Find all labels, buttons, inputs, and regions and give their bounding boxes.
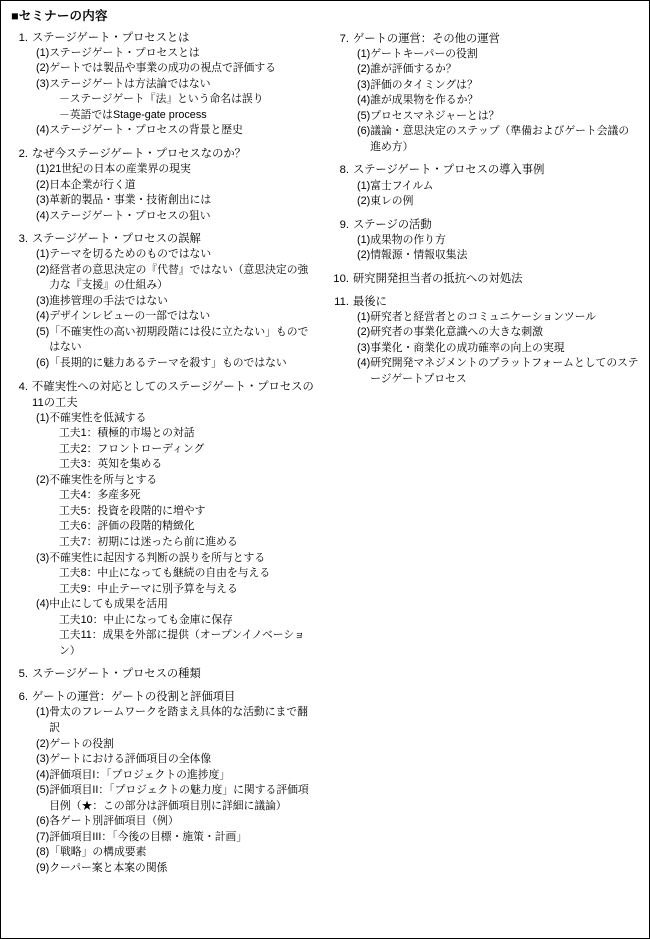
item-label: 革新的製品・事業・技術創出には	[49, 194, 212, 207]
item-label: 誰が評価するか？	[370, 63, 457, 76]
item-marker: (2)	[357, 195, 371, 208]
item-label: 「戦略」の構成要素	[49, 846, 147, 859]
section-title: 不確実性への対応としてのステージゲート・プロセスの11の工夫	[32, 380, 314, 409]
item-label: 成果物の作り方	[370, 233, 446, 246]
item-label: 評価のタイミングは？	[370, 78, 478, 91]
item-marker: (2)	[36, 473, 50, 486]
section	[332, 31, 639, 156]
item-label: 工夫3：英知を集める	[59, 458, 163, 471]
item-label: 工夫5：投資を段階的に増やす	[59, 504, 206, 517]
document-body	[1, 1, 649, 938]
section-heading	[332, 294, 639, 310]
section-title: なぜ今ステージゲート・プロセスなのか？	[32, 147, 246, 160]
sub-item	[357, 62, 639, 78]
section	[11, 379, 318, 660]
item-label: 経営者の意思決定の『代替』ではない（意思決定の強力な『支援』の仕組み）	[49, 263, 309, 292]
item-marker: (2)	[357, 63, 371, 76]
section-title: ステージゲート・プロセスの種類	[32, 668, 201, 681]
item-label: 研究者の事業化意識への大きな刺激	[370, 326, 543, 339]
item-label: －ステージゲート『法』という命名は誤り	[59, 93, 264, 106]
sub-item	[36, 814, 318, 830]
sub-item	[357, 248, 639, 264]
item-marker: (5)	[36, 325, 50, 338]
section-number: 4.	[18, 380, 28, 393]
sub-sub-item	[59, 519, 318, 535]
item-marker: (3)	[36, 551, 50, 564]
sub-item	[36, 123, 318, 139]
section-heading	[332, 31, 639, 47]
item-marker: (2)	[357, 249, 371, 262]
sub-item	[36, 861, 318, 877]
item-label: 進捗管理の手法ではない	[49, 294, 168, 307]
item-label: 評価項目III：「今後の目標・施策・計画」	[49, 830, 248, 843]
item-label: 工夫6：評価の段階的精緻化	[59, 520, 195, 533]
section-heading	[11, 30, 318, 46]
item-marker: (7)	[36, 830, 50, 843]
item-label: 21世紀の日本の産業界の現実	[49, 162, 191, 175]
sub-item	[357, 310, 639, 326]
section-number: 6.	[18, 691, 28, 704]
item-label: 研究者と経営者とのコミュニケーションツール	[370, 310, 597, 323]
item-label: 工夫7：初期には迷ったら前に進める	[59, 536, 238, 548]
sub-item	[36, 263, 318, 294]
section	[332, 217, 639, 264]
sub-item	[357, 78, 639, 94]
sub-sub-item	[59, 457, 318, 473]
item-label: 不確実性を低減する	[49, 411, 147, 424]
item-label: 情報源・情報収集法	[370, 249, 468, 262]
item-label: 工夫4：多産多死	[59, 489, 141, 502]
item-marker: (4)	[357, 94, 371, 107]
item-label: －英語ではStage-gate process	[59, 108, 207, 121]
right-column	[332, 30, 639, 395]
sub-item	[357, 124, 639, 155]
item-label: ステージゲート・プロセスの狙い	[49, 209, 211, 222]
section-title: ステージの活動	[353, 218, 432, 231]
item-label: 事業化・商業化の成功確率の向上の実現	[370, 341, 565, 354]
sub-sub-item	[59, 566, 318, 582]
sub-item	[36, 783, 318, 814]
sub-item	[36, 294, 318, 310]
item-label: 骨太のフレームワークを踏まえ具体的な活動にまで翻訳	[49, 706, 308, 734]
item-label: テーマを切るためのものではない	[49, 248, 212, 261]
sub-item	[36, 46, 318, 62]
item-marker: (3)	[36, 194, 50, 207]
section-heading	[11, 666, 318, 682]
sub-item	[357, 109, 639, 125]
section-number: 7.	[339, 32, 349, 45]
sub-item	[357, 47, 639, 63]
item-marker: (2)	[36, 263, 50, 276]
sub-sub-item	[59, 426, 318, 442]
section-number: 3.	[18, 233, 28, 246]
item-marker: (4)	[36, 768, 50, 781]
item-marker: (6)	[36, 815, 50, 828]
section-heading	[11, 146, 318, 162]
sub-sub-item	[59, 582, 318, 598]
item-label: 各ゲート別評価項目（例）	[49, 815, 179, 828]
section-heading	[11, 379, 318, 411]
section-title: ゲートの運営：その他の運営	[353, 32, 500, 45]
two-column-layout	[11, 30, 639, 884]
sub-item	[357, 356, 639, 387]
sub-sub-item	[59, 628, 318, 659]
section-number: 8.	[339, 164, 349, 177]
section	[332, 162, 639, 209]
section-number: 2.	[18, 147, 28, 160]
sub-item	[357, 233, 639, 249]
sub-item	[36, 309, 318, 325]
item-marker: (4)	[357, 357, 371, 370]
sub-sub-item	[59, 535, 318, 551]
item-label: 工夫11：成果を外部に提供（オープンイノベーション）	[59, 629, 305, 657]
sub-sub-item	[59, 504, 318, 520]
section-number: 9.	[339, 218, 349, 231]
sub-item	[357, 93, 639, 109]
sub-item	[357, 325, 639, 341]
item-label: 日本企業が行く道	[49, 178, 136, 191]
section	[11, 666, 318, 682]
sub-sub-item	[59, 442, 318, 458]
item-label: 中止にしても成果を活用	[49, 598, 168, 611]
section-number: 10.	[333, 272, 349, 285]
sub-sub-item	[59, 488, 318, 504]
section-heading	[332, 271, 639, 287]
sub-item	[36, 705, 318, 736]
item-label: 評価項目II：「プロジェクトの魅力度」に関する評価項目例（★：この部分は評価項目別に詳細に議論）	[49, 784, 309, 812]
item-marker: (2)	[357, 326, 371, 339]
sub-item	[36, 551, 318, 567]
item-marker: (2)	[36, 737, 50, 750]
item-label: 工夫1：積極的市場との対話	[59, 427, 195, 440]
item-label: ゲートキーパーの役割	[370, 47, 478, 60]
item-marker: (6)	[36, 357, 50, 370]
item-label: 評価項目I：「プロジェクトの進捗度」	[49, 768, 231, 781]
section	[332, 294, 639, 388]
sub-item	[36, 473, 318, 489]
item-marker: (4)	[36, 209, 50, 222]
section-title: ステージゲート・プロセスの誤解	[32, 233, 201, 246]
item-marker: (1)	[36, 706, 50, 719]
sub-item	[36, 325, 318, 356]
item-label: 「不確実性の高い初期段階には役に立たない」ものではない	[49, 325, 309, 354]
section-number: 5.	[18, 668, 28, 681]
item-label: ステージゲートは方法論ではない	[49, 77, 211, 90]
sub-item	[36, 768, 318, 784]
item-label: 富士フイルム	[370, 179, 434, 192]
section	[11, 689, 318, 876]
item-label: 不確実性に起因する判断の誤りを所与とする	[49, 551, 266, 564]
section-heading	[11, 231, 318, 247]
sub-item	[36, 77, 318, 93]
item-marker: (1)	[36, 248, 50, 261]
section-number: 1.	[18, 31, 28, 44]
sub-sub-item	[59, 92, 318, 108]
item-label: デザインレビューの一部ではない	[49, 310, 211, 323]
item-label: ステージゲート・プロセスとは	[49, 46, 200, 59]
item-label: ゲートにおける評価項目の全体像	[49, 753, 212, 766]
item-marker: (3)	[357, 341, 371, 354]
item-label: ゲートの役割	[49, 737, 114, 750]
item-label: 工夫9：中止テーマに別予算を与える	[59, 582, 238, 595]
sub-item	[36, 752, 318, 768]
sub-item	[36, 193, 318, 209]
sub-item	[357, 341, 639, 357]
section	[11, 231, 318, 371]
section-title: 研究開発担当者の抵抗への対処法	[353, 272, 523, 285]
sub-item	[36, 247, 318, 263]
item-marker: (1)	[357, 310, 371, 323]
sub-sub-item	[59, 613, 318, 629]
sub-item	[36, 411, 318, 427]
section-number: 11.	[334, 295, 349, 308]
item-marker: (5)	[36, 784, 50, 797]
item-marker: (3)	[36, 294, 50, 307]
sub-item	[36, 597, 318, 613]
left-column	[11, 30, 318, 884]
sub-item	[36, 209, 318, 225]
item-label: 工夫10：中止になっても金庫に保存	[59, 613, 233, 626]
sub-item	[357, 179, 639, 195]
item-label: 工夫8：中止になっても継続の自由を与える	[59, 567, 271, 580]
item-label: 誰が成果物を作るか？	[370, 94, 479, 107]
item-marker: (1)	[36, 411, 50, 424]
sub-item	[36, 845, 318, 861]
item-label: プロセスマネジャーとは？	[370, 109, 500, 122]
page-title: ■セミナーの内容	[11, 9, 108, 23]
item-label: 「長期的に魅力あるテーマを殺す」ものではない	[49, 357, 287, 370]
item-marker: (3)	[36, 77, 50, 90]
sub-item	[36, 830, 318, 846]
item-label: ステージゲート・プロセスの背景と歴史	[49, 124, 243, 137]
sub-sub-item	[59, 108, 318, 124]
section	[332, 271, 639, 287]
item-label: 不確実性を所与とする	[49, 473, 158, 486]
section	[11, 146, 318, 224]
section-title: ステージゲート・プロセスとは	[32, 31, 190, 44]
item-marker: (6)	[357, 125, 371, 138]
item-marker: (8)	[36, 846, 50, 859]
item-marker: (2)	[36, 62, 50, 75]
section	[11, 30, 318, 139]
sub-item	[36, 162, 318, 178]
section-title: ゲートの運営：ゲートの役割と評価項目	[32, 691, 236, 704]
sub-item	[357, 194, 639, 210]
item-label: 研究開発マネジメントのプラットフォームとしてのステージゲートプロセス	[370, 357, 639, 385]
item-marker: (3)	[357, 78, 371, 91]
section-heading	[332, 162, 639, 178]
item-marker: (1)	[357, 47, 371, 60]
section-heading	[11, 689, 318, 705]
item-marker: (4)	[36, 310, 50, 323]
item-marker: (4)	[36, 124, 50, 137]
item-marker: (1)	[36, 46, 50, 59]
item-marker: (1)	[357, 233, 371, 246]
section-heading	[332, 217, 639, 233]
sub-item	[36, 178, 318, 194]
section-title: 最後に	[353, 295, 387, 308]
item-marker: (4)	[36, 598, 50, 611]
item-marker: (3)	[36, 753, 50, 766]
section-title: ステージゲート・プロセスの導入事例	[353, 164, 545, 177]
item-marker: (2)	[36, 178, 50, 191]
item-label: 議論・意思決定のステップ（準備およびゲート会議の進め方）	[370, 125, 630, 153]
sub-item	[36, 737, 318, 753]
item-marker: (5)	[357, 109, 371, 122]
item-marker: (1)	[36, 162, 50, 175]
item-label: 工夫2：フロントローディング	[59, 442, 205, 455]
item-label: クーパー案と本案の関係	[49, 861, 168, 874]
sub-item	[36, 356, 318, 372]
item-label: 東レの例	[370, 195, 414, 208]
item-marker: (1)	[357, 179, 371, 192]
sub-item	[36, 61, 318, 77]
item-marker: (9)	[36, 861, 50, 874]
item-label: ゲートでは製品や事業の成功の視点で評価する	[49, 62, 276, 75]
